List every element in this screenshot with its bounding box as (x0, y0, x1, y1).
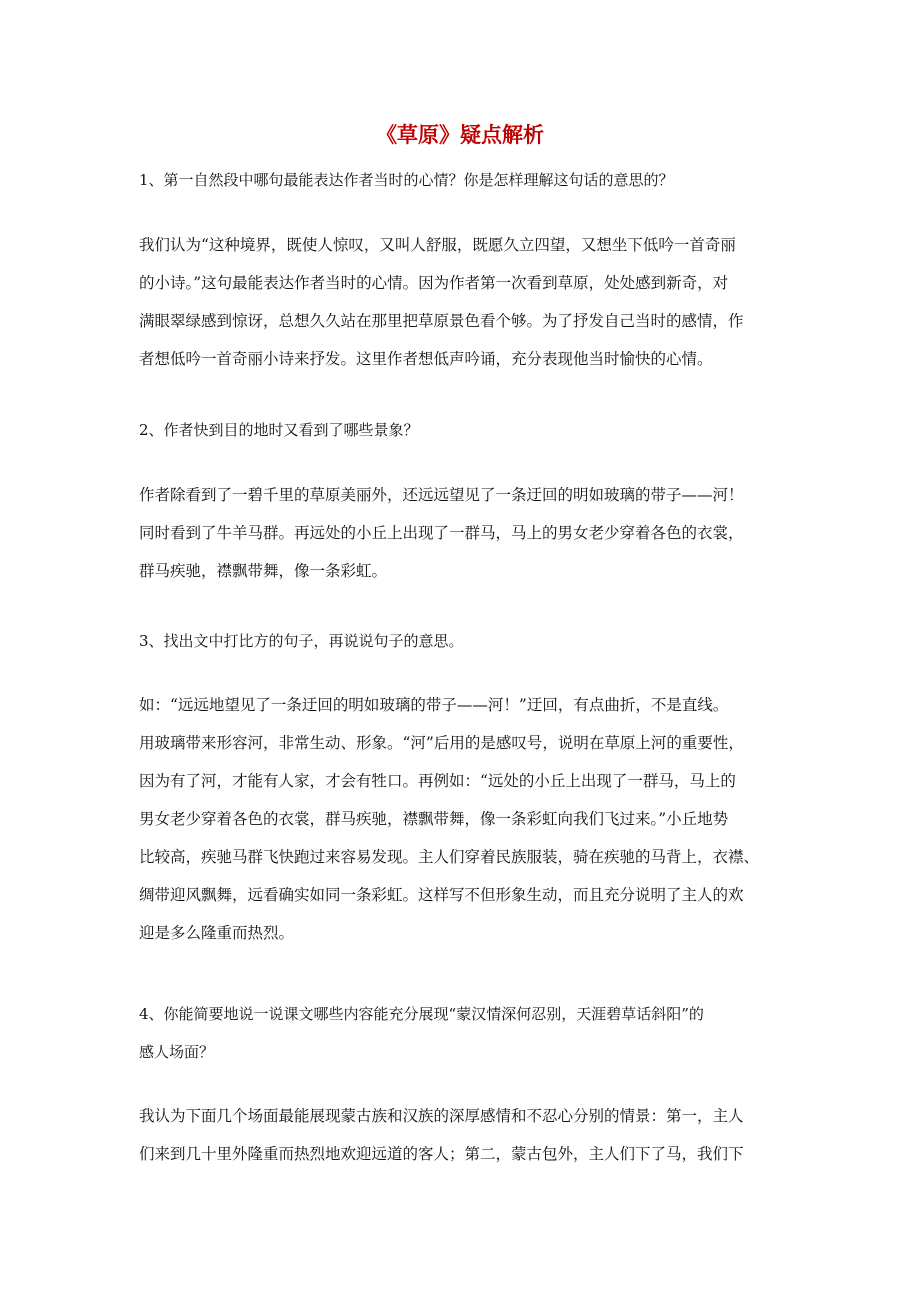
question-3 (139, 622, 789, 660)
answer-3-line: 迎是多么隆重而热烈。 (139, 924, 295, 942)
document-title: 《草原》疑点解析 (376, 123, 544, 147)
answer-3-line: 如：“远远地望见了一条迂回的明如玻璃的带子——河！”迂回，有点曲折，不是直线。 (139, 696, 729, 714)
question-4-line: 4、你能简要地说一说课文哪些内容能充分展现“蒙汉情深何忍别，天涯碧草话斜阳”的 (139, 1005, 704, 1023)
answer-4-line: 我认为下面几个场面最能展现蒙古族和汉族的深厚感情和不忍心分别的情景：第一，主人 (139, 1107, 744, 1125)
question-1 (139, 161, 789, 199)
question-2 (139, 411, 789, 449)
answer-4-line: 们来到几十里外隆重而热烈地欢迎远道的客人；第二，蒙古包外，主人们下了马，我们下 (139, 1145, 744, 1163)
answer-1-line: 满眼翠绿感到惊讶，总想久久站在那里把草原景色看个够。为了抒发自己当时的感情，作 (139, 312, 744, 330)
answer-3-line: 用玻璃带来形容河，非常生动、形象。“河”后用的是感叹号，说明在草原上河的重要性， (139, 734, 744, 752)
question-3-text: 3、找出文中打比方的句子，再说说句子的意思。 (139, 632, 464, 650)
answer-3 (139, 686, 789, 952)
answer-1-line: 者想低吟一首奇丽小诗来抒发。这里作者想低声吟诵，充分表现他当时愉快的心情。 (139, 350, 713, 368)
question-2-text: 2、作者快到目的地时又看到了哪些景象？ (139, 421, 419, 439)
answer-1-line: 的小诗。”这句最能表达作者当时的心情。因为作者第一次看到草原，处处感到新奇，对 (139, 274, 729, 292)
answer-2-line: 群马疾驰，襟飘带舞，像一条彩虹。 (139, 562, 388, 580)
answer-3-line: 比较高，疾驰马群飞快跑过来容易发现。主人们穿着民族服装，骑在疾驰的马背上，衣襟、 (139, 848, 760, 866)
answer-2-line: 同时看到了牛羊马群。再远处的小丘上出现了一群马，马上的男女老少穿着各色的衣裳， (139, 524, 744, 542)
answer-3-line: 绸带迎风飘舞，远看确实如同一条彩虹。这样写不但形象生动，而且充分说明了主人的欢 (139, 886, 744, 904)
question-1-text: 1、第一自然段中哪句最能表达作者当时的心情？你是怎样理解这句话的意思的？ (139, 171, 674, 189)
answer-1 (139, 226, 789, 378)
answer-3-line: 因为有了河，才能有人家，才会有牲口。再例如：“远处的小丘上出现了一群马，马上的 (139, 772, 736, 790)
question-4 (139, 995, 789, 1071)
answer-3-line: 男女老少穿着各色的衣裳，群马疾驰，襟飘带舞，像一条彩虹向我们飞过来。”小丘地势 (139, 810, 729, 828)
answer-1-line: 我们认为“这种境界，既使人惊叹，又叫人舒服，既愿久立四望，又想坐下低吟一首奇丽 (139, 236, 736, 254)
answer-2 (139, 476, 789, 590)
question-4-line: 感人场面？ (139, 1043, 215, 1061)
answer-4 (139, 1097, 789, 1173)
answer-2-line: 作者除看到了一碧千里的草原美丽外，还远远望见了一条迂回的明如玻璃的带子——河！ (139, 486, 744, 504)
